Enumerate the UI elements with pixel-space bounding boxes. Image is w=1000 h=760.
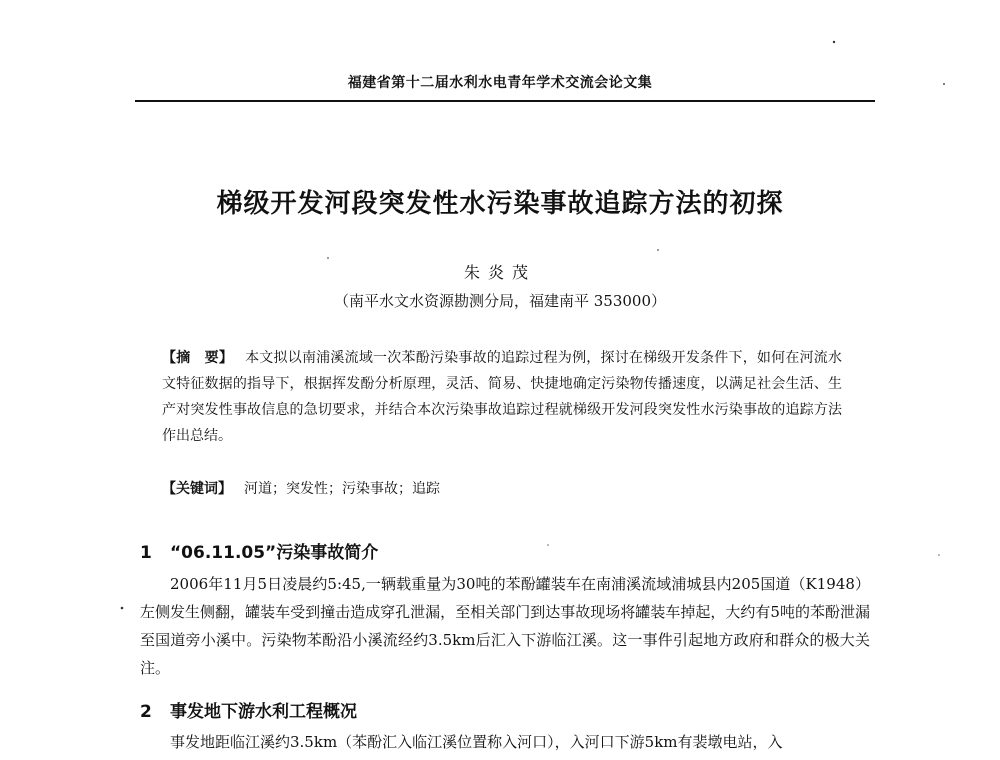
header-rule [135,100,875,102]
section-title: “06.11.05”污染事故简介 [170,543,379,563]
section-heading-1 [140,538,378,563]
abstract-label: 【摘 要】 [162,350,234,366]
section-number: 2 [140,702,152,722]
section-paragraph: 事发地距临江溪约3.5km（苯酚汇入临江溪位置称入河口），入河口下游5km有裴墩电站，入 [170,733,783,751]
abstract [162,345,842,449]
section-title: 事发地下游水利工程概况 [170,702,357,722]
scan-speck [657,249,659,251]
keywords-text: 河道；突发性；污染事故；追踪 [244,481,440,497]
keywords-label: 【关键词】 [162,481,232,497]
running-head: 福建省第十二届水利水电青年学术交流会论文集 [347,75,653,91]
author-name: 朱炎茂 [463,263,536,282]
abstract-text: 本文拟以南浦溪流域一次苯酚污染事故的追踪过程为例，探讨在梯级开发条件下，如何在河流水文特征数据的指导下，根据挥发酚分析原理，灵活、简易、快捷地确定污染物传播速度，以满足社会生活、生产对突发性事故信息的急切要求，并结合本次污染事故追踪过程就梯级开发河段突发性水污染事故的追踪方法作出总结。 [162,350,843,444]
scan-speck [833,41,835,43]
scan-speck [327,257,329,259]
scan-speck [547,544,549,546]
keywords [162,478,842,498]
section-number: 1 [140,543,152,563]
section-heading-2 [140,697,357,722]
scan-speck [121,607,124,610]
scan-speck [938,554,940,556]
author-affiliation: （南平水文水资源勘测分局，福建南平 353000） [333,292,667,310]
paper-title: 梯级开发河段突发性水污染事故追踪方法的初探 [216,189,784,219]
section-paragraph: 2006年11月5日凌晨约5:45,一辆载重量为30吨的苯酚罐装车在南浦溪流域浦城县内205国道（K1948）左侧发生侧翻，罐装车受到撞击造成穿孔泄漏，至相关部门到达事故现场将罐装车掉起，大约有5吨的苯酚泄漏至国道旁小溪中。污染物苯酚沿小溪流经约3.5km后汇入下游临江溪。这一事件引起地方政府和群众的极大关注。 [140,575,870,677]
